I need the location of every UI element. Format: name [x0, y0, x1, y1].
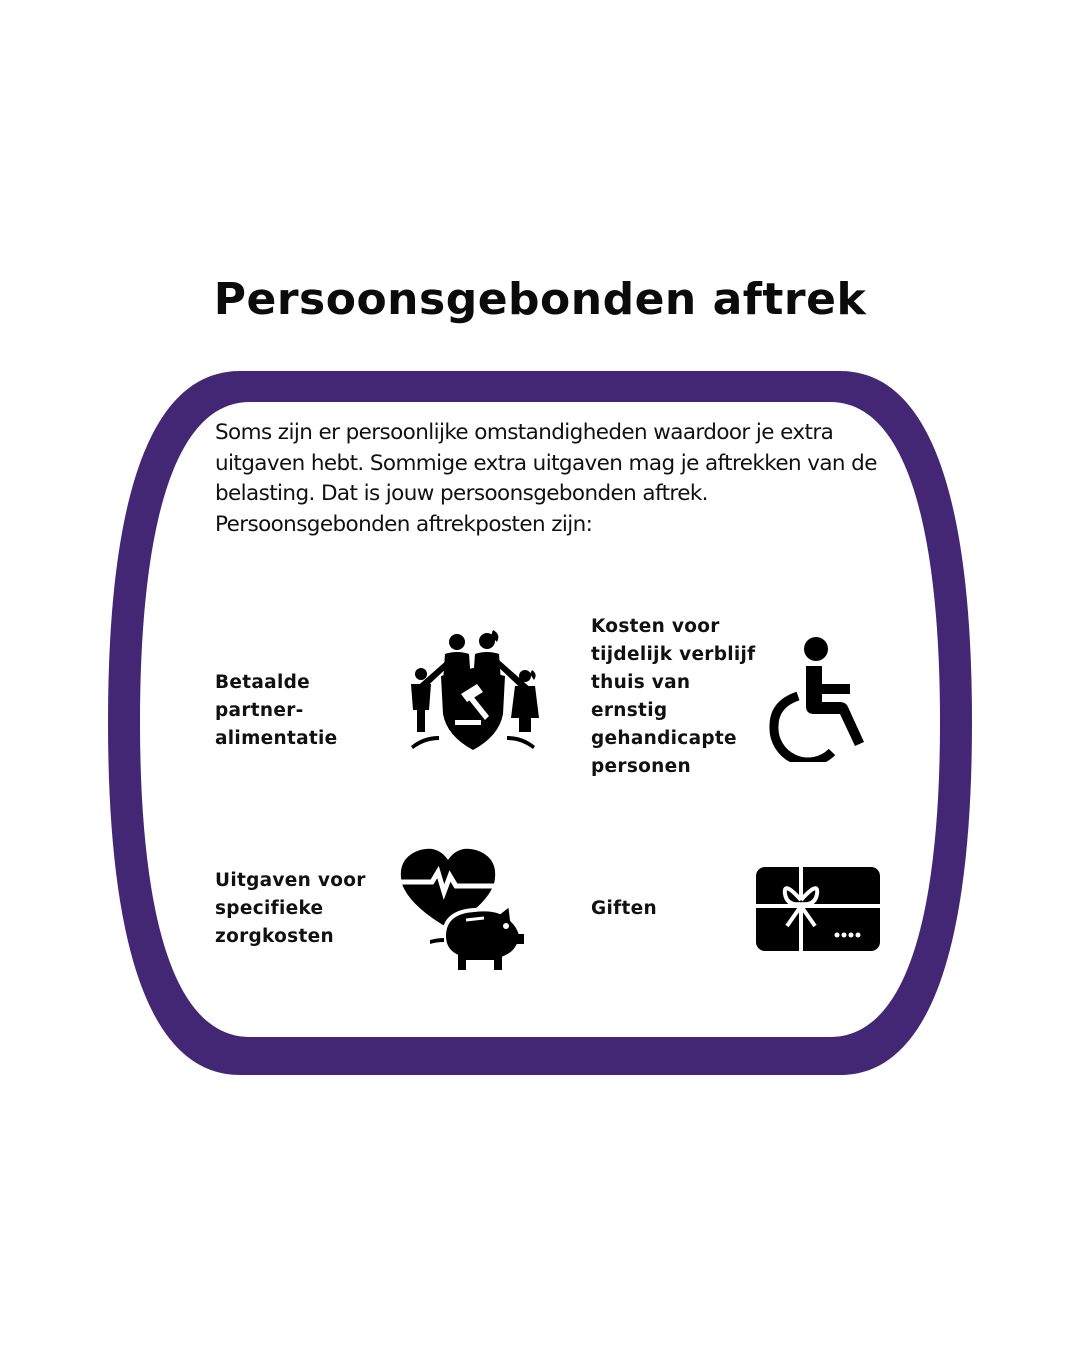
- wheelchair-icon: [768, 634, 868, 762]
- family-law-shield-icon: [403, 628, 543, 752]
- intro-text: Soms zijn er persoonlijke omstandigheden waardoor je extra uitgaven hebt. Sommige extra uitgaven mag je aftrekken van de belasting. Dat is jouw persoonsgebonden aftrek. Persoonsgebonden aftrekposten zijn:: [215, 420, 877, 537]
- heart-piggy-bank-icon: [398, 846, 528, 974]
- page-title: Persoonsgebonden aftrek: [213, 274, 867, 325]
- gift-card-icon: [755, 866, 881, 954]
- item-label-giften: Giften: [591, 898, 657, 919]
- item-label-gehandicapte-personen: Kosten voor tijdelijk verblijf thuis van ernstig gehandicapte personen: [591, 616, 756, 777]
- item-label-zorgkosten: Uitgaven voor specifieke zorgkosten: [215, 870, 366, 947]
- item-label-alimentatie: Betaalde partner- alimentatie: [215, 672, 338, 749]
